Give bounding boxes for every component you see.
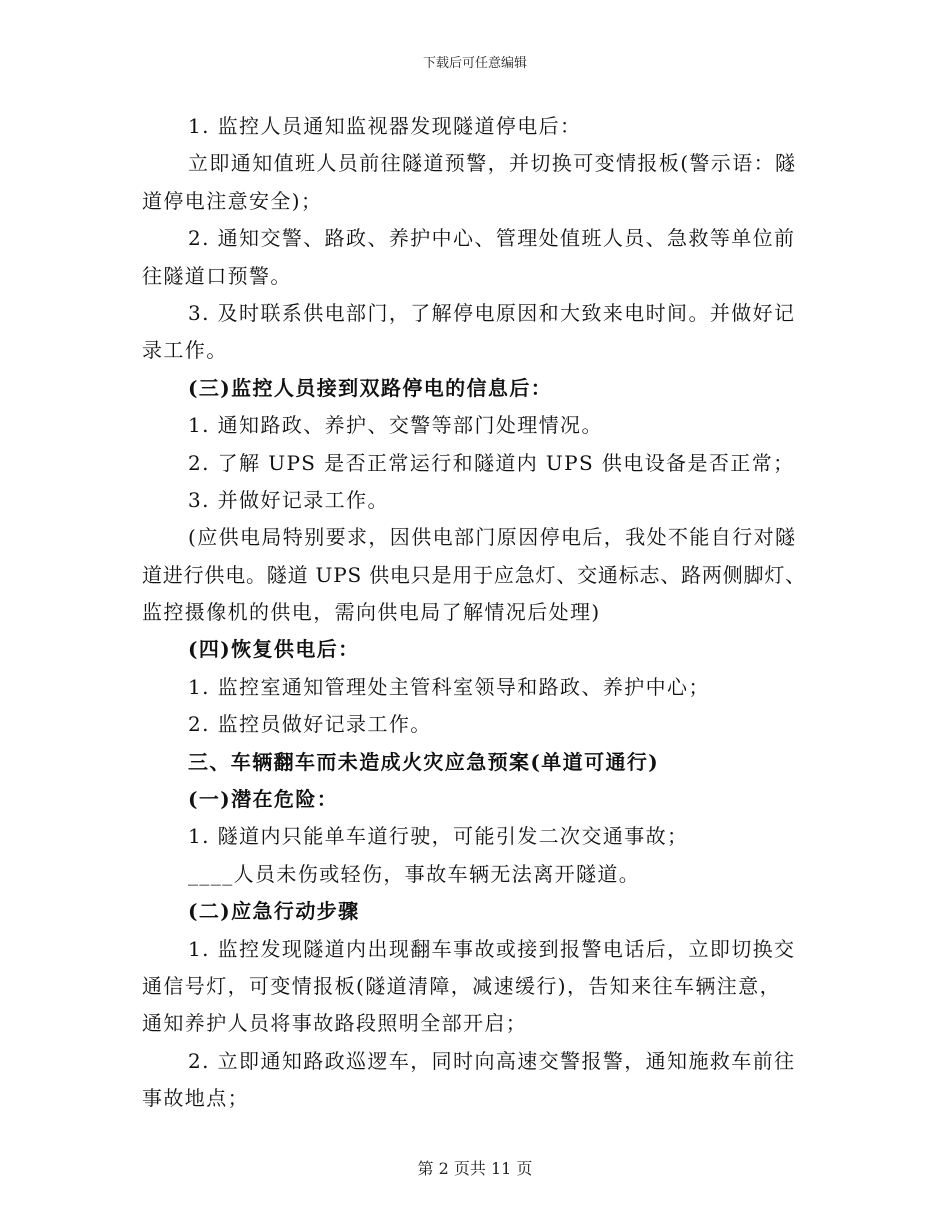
text-line: 1. 通知路政、养护、交警等部门处理情况。 [188, 413, 603, 438]
text-line: 道停电注意安全)； [142, 188, 323, 213]
text-line: 通信号灯，可变情报板(隧道清障，减速缓行)，告知来往车辆注意， [142, 973, 782, 998]
section-heading: 三、车辆翻车而未造成火灾应急预案(单道可通行) [188, 749, 660, 774]
page-footer: 第 2 页共 11 页 [417, 1159, 533, 1178]
text-line: 1. 隧道内只能单车道行驶，可能引发二次交通事故； [188, 824, 689, 849]
text-line: 2. 通知交警、路政、养护中心、管理处值班人员、急救等单位前 [188, 226, 796, 251]
document-body [142, 108, 810, 1118]
text-line: 2. 监控员做好记录工作。 [188, 712, 432, 737]
text-line: 录工作。 [142, 338, 228, 363]
text-line: 事故地点； [142, 1086, 249, 1111]
section-heading: (四)恢复供电后： [188, 637, 360, 662]
text-line: 立即通知值班人员前往隧道预警，并切换可变情报板(警示语：隧 [188, 151, 797, 176]
text-line: 1. 监控发现隧道内出现翻车事故或接到报警电话后，立即切换交 [188, 936, 796, 961]
text-line: 3. 并做好记录工作。 [188, 487, 389, 512]
text-line: 2. 了解 UPS 是否正常运行和隧道内 UPS 供电设备是否正常； [188, 450, 795, 475]
text-line: ____人员未伤或轻伤，事故车辆无法离开隧道。 [188, 861, 641, 886]
text-line: 1. 监控人员通知监视器发现隧道停电后： [188, 114, 582, 138]
text-line: 1. 监控室通知管理处主管科室领导和路政、养护中心； [188, 674, 710, 699]
page-header: 下载后可任意编辑 [422, 56, 527, 71]
section-heading: (一)潜在危险： [188, 787, 339, 812]
text-line: 往隧道口预警。 [142, 263, 292, 288]
text-line: 2. 立即通知路政巡逻车，同时向高速交警报警，通知施救车前往 [188, 1048, 796, 1073]
section-heading: (三)监控人员接到双路停电的信息后： [188, 375, 553, 400]
text-line: 道进行供电。隧道 UPS 供电只是用于应急灯、交通标志、路两侧脚灯、 [142, 562, 806, 587]
text-line: 监控摄像机的供电，需向供电局了解情况后处理) [142, 600, 601, 625]
text-line: 3. 及时联系供电部门，了解停电原因和大致来电时间。并做好记 [188, 300, 796, 325]
text-line: 通知养护人员将事故路段照明全部开启； [142, 1011, 528, 1036]
section-heading: (二)应急行动步骤 [188, 899, 360, 924]
text-line: (应供电局特别要求，因供电部门原因停电后，我处不能自行对隧 [188, 525, 797, 550]
